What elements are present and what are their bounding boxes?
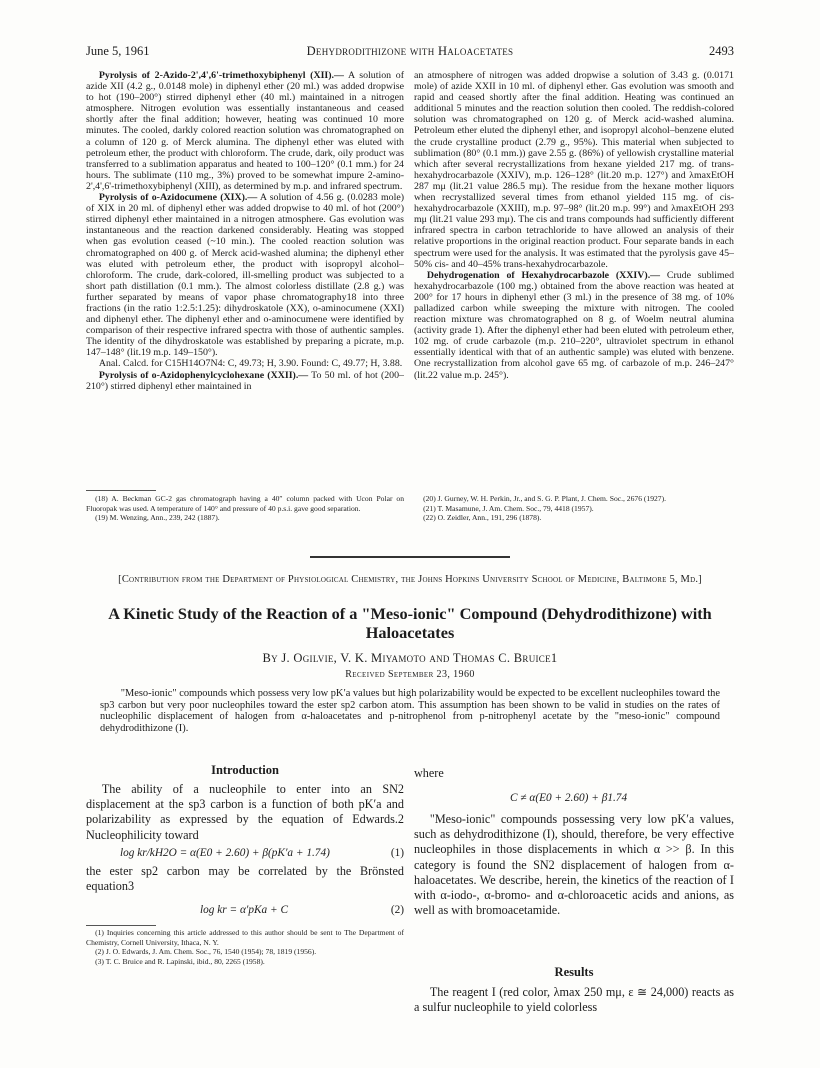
footnote: (1) Inquiries concerning this article addressed to this author should be sent to The Department of Chemistry, Cornell University, Ithaca, N. Y. xyxy=(86,928,404,947)
footnote: (22) O. Zeidler, Ann., 191, 296 (1878). xyxy=(423,513,542,522)
equation-number: (1) xyxy=(390,847,404,859)
received-date: Received September 23, 1960 xyxy=(345,669,475,680)
where-label: where xyxy=(414,766,444,780)
equation-2: log kr = α′pKa + C (2) xyxy=(200,904,404,916)
section-heading-results: Results xyxy=(554,965,594,979)
paragraph xyxy=(414,270,734,381)
equation-number: (2) xyxy=(390,904,404,916)
paragraph xyxy=(86,70,404,192)
running-header xyxy=(86,44,734,60)
introduction-paragraph-continued: the ester sp2 carbon may be correlated by the Brönsted equation3 xyxy=(86,864,404,894)
footnotes-top-right xyxy=(414,494,734,523)
experimental-right-column xyxy=(414,70,734,381)
page-number: 2493 xyxy=(709,44,734,58)
paragraph-text: To 50 ml. of hot (200–210°) stirred diphenyl ether maintained in xyxy=(86,369,404,392)
paragraph-heading: Pyrolysis of o-Azidocumene (XIX).— xyxy=(98,192,258,204)
paragraph-text: A solution of 4.56 g. (0.0283 mole) of XIX in 20 ml. of diphenyl ether was added dropwise to 40 ml. of hot (200°) stirred diphenyl ether maintained in a nitrogen atmosphere. Gas evolution was instantaneous and the reaction darkened considerably. Heating was stopped when gas evolution ceased (~10 min.). The cooled reaction solution was chromatographed on 400 g. of Merck acid-washed alumina; the diphenyl ether was eluted with petroleum ether, the product with isopropyl alcohol–chloroform. The crude, dark-colored, ill-smelling product was subjected to a short path distillation (0.1 mm.). The almost colorless distillate (2.8 g.) was further separated by means of vapor phase chromatography18 into three fractions (in the ratio 1:2.5:1.25): dihydroskatole (XX), o-aminocumene (XXI) and diphenyl ether. The diphenyl ether and o-aminocumene were identified by comparison of their respective infrared spectra with those of authentic samples. The identity of the dihydroskatole was established by preparing a picrate, m.p. 147–148° (lit.19 m.p. 149–150°). xyxy=(86,192,404,359)
footnote: (2) J. O. Edwards, J. Am. Chem. Soc., 76, 1540 (1954); 78, 1819 (1956). xyxy=(95,947,317,956)
equation-3: C ≠ α(E0 + 2.60) + β1.74 xyxy=(510,792,628,804)
abstract: "Meso-ionic" compounds which possess very low pK′a values but high polarizability would be expected to be excellent nucleophiles toward the sp3 carbon but very poor nucleophiles toward the ester sp2 carbon atom. This assumption has been shown to be valid in studies on the rates of nucleophilic displacement of halogen from α-haloacetates and p-nitrophenol from p-nitrophenyl acetate by the "meso-ionic" compound dehydrodithizone (I). xyxy=(100,688,720,735)
footnotes-bottom-left xyxy=(86,928,404,966)
experimental-left-column xyxy=(86,70,404,392)
body-paragraph: "Meso-ionic" compounds possessing very low pK′a values, such as dehydrodithizone (I), should, therefore, be very effective nucleophiles in those displacements in which α >> β. In this category is found the SN2 displacement of halogen from α-haloacetates. We describe, herein, the kinetics of the reaction of I with α-iodo-, α-bromo- and α-chloroacetic acids and anions, as well as with bromoacetamide. xyxy=(414,812,734,918)
footnotes-top-left xyxy=(86,494,404,523)
paragraph-text: Crude sublimed hexahydrocarbazole (100 mg.) obtained from the above reaction was heated at 200° for 17 hours in diphenyl ether (3 ml.) in the presence of 38 mg. of 10% palladized carbon while sweeping the mixture with nitrogen. The cooled reaction mixture was chromatographed on 8 g. of Woelm neutral alumina (activity grade 1). After the diphenyl ether had been eluted with petroleum ether, 102 mg. of crude carbazole (m.p. 210–220°, ultraviolet spectrum in ethanol essentially identical with that of an authentic sample) was eluted with benzene. One recrystallization from alcohol gave 65 mg. of carbazole of m.p. 246–247° (lit.22 value m.p. 245°). xyxy=(414,269,735,381)
footnote: (18) A. Beckman GC-2 gas chromatograph having a 40″ column packed with Ucon Polar on Fluoropak was used. A temperature of 140° and pressure of 40 p.s.i. gave good separation. xyxy=(86,494,404,513)
paragraph-heading: Pyrolysis of o-Azidophenylcyclohexane (XXII).— xyxy=(98,369,309,381)
paragraph xyxy=(86,370,404,392)
section-heading-introduction: Introduction xyxy=(211,763,279,777)
contribution-line: [Contribution from the Department of Physiological Chemistry, the Johns Hopkins University School of Medicine, Baltimore 5, Md.] xyxy=(118,574,702,585)
footnote-rule xyxy=(86,925,156,926)
footnote: (3) T. C. Bruice and R. Lapinski, ibid., 80, 2265 (1958). xyxy=(95,956,265,966)
analysis-line: Anal. Calcd. for C15H14O7N4: C, 49.73; H, 3.90. Found: C, 49.77; H, 3.88. xyxy=(98,358,403,370)
equation-1: log kr/kH2O = α(E0 + 2.60) + β(pK′a + 1.74) (1) xyxy=(120,847,404,859)
running-title: Dehydrodithizone with Haloacetates xyxy=(306,44,514,58)
footnote: (20) J. Gurney, W. H. Perkin, Jr., and S. G. P. Plant, J. Chem. Soc., 2676 (1927). xyxy=(423,494,667,503)
footnote: (21) T. Masamune, J. Am. Chem. Soc., 79, 4418 (1957). xyxy=(423,503,594,513)
introduction-paragraph: The ability of a nucleophile to enter into an SN2 displacement at the sp3 carbon is a function of both pK′a and polarizability as expressed by the equation of Edwards.2 Nucleophilicity toward xyxy=(86,782,404,842)
article-title: A Kinetic Study of the Reaction of a "Meso-ionic" Compound (Dehydrodithizone) with Haloacetates xyxy=(108,604,712,642)
results-paragraph: The reagent I (red color, λmax 250 mμ, ε ≅ 24,000) reacts as a sulfur nucleophile to yield colorless xyxy=(414,985,734,1015)
paragraph-heading: Pyrolysis of 2-Azido-2',4',6'-trimethoxybiphenyl (XII).— xyxy=(98,70,344,81)
author-line: By J. Ogilvie, V. K. Miyamoto and Thomas C. Bruice1 xyxy=(262,651,558,665)
article-separator xyxy=(310,556,510,558)
paragraph-text: A solution of azide XII (4.2 g., 0.0148 mole) in diphenyl ether (20 ml.) was added dropwise to hot (190–200°) stirred diphenyl ether (40 ml.) maintained in a nitrogen atmosphere. Nitrogen evolution was essentially instantaneous and ceased shortly after the final addition; however, heating was continued 10 more minutes. The cooled, darkly colored reaction solution was chromatographed on a column of 120 g. of Merck alumina. The diphenyl ether was eluted with petroleum ether, the product with chloroform. The crude, dark, oily product was transferred to a sublimation apparatus and heated to 100–120° (0.1 mm.) for 24 hours. The sublimate (110 mg., 3%) proved to be somewhat impure 2-amino-2',4',6'-trimethoxybiphenyl (XIII), as determined by m.p. and infrared spectrum. xyxy=(86,70,404,192)
paragraph xyxy=(86,192,404,358)
paragraph xyxy=(414,70,734,270)
paragraph-heading: Dehydrogenation of Hexahydrocarbazole (XXIV).— xyxy=(426,269,661,281)
footnote-rule xyxy=(86,490,156,491)
paragraph-text: an atmosphere of nitrogen was added dropwise a solution of 3.43 g. (0.0171 mole) of azide XXII in 10 ml. of diphenyl ether. Gas evolution was smooth and rapid and ceased shortly after the final addition. Heating was continued an additional 5 minutes and the reaction solution then cooled. The reddish-colored solution was chromatographed on 120 g. of Merck acid-washed alumina. Petroleum ether eluted the diphenyl ether, and isopropyl alcohol–benzene eluted the crude crystalline product (2.79 g., 95%). This material when subjected to sublimation (80° (0.1 mm.)) gave 2.55 g. (86%) of yellowish crystalline material which after several recrystallizations from hexane yielded 217 mg. of trans-hexahydrocarbazole (XXIV), m.p. 126–128° (lit.20 m.p. 127°) and λmaxEtOH 287 mμ (lit.21 value 286.5 mμ). The residue from the hexane mother liquors when recrystallized several times from ethanol yielded 115 mg. of cis-hexahydrocarbazole (XXIII), m.p. 97–98° (lit.20 m.p. 99°) and λmaxEtOH 293 mμ (lit.21 value 293 mμ). The cis and trans compounds had sufficiently different infrared spectra in carbon tetrachloride to have allowed an analysis of their relative proportions in the original reaction product. Four separate bands in each spectrum were used for the analysis. It was estimated that the pyrolysis gave 45–50% cis- and 40–45% trans-hexahydrocarbazole. xyxy=(414,70,734,270)
footnote: (19) M. Wenzing, Ann., 239, 242 (1887). xyxy=(95,513,220,522)
issue-date: June 5, 1961 xyxy=(86,44,150,58)
